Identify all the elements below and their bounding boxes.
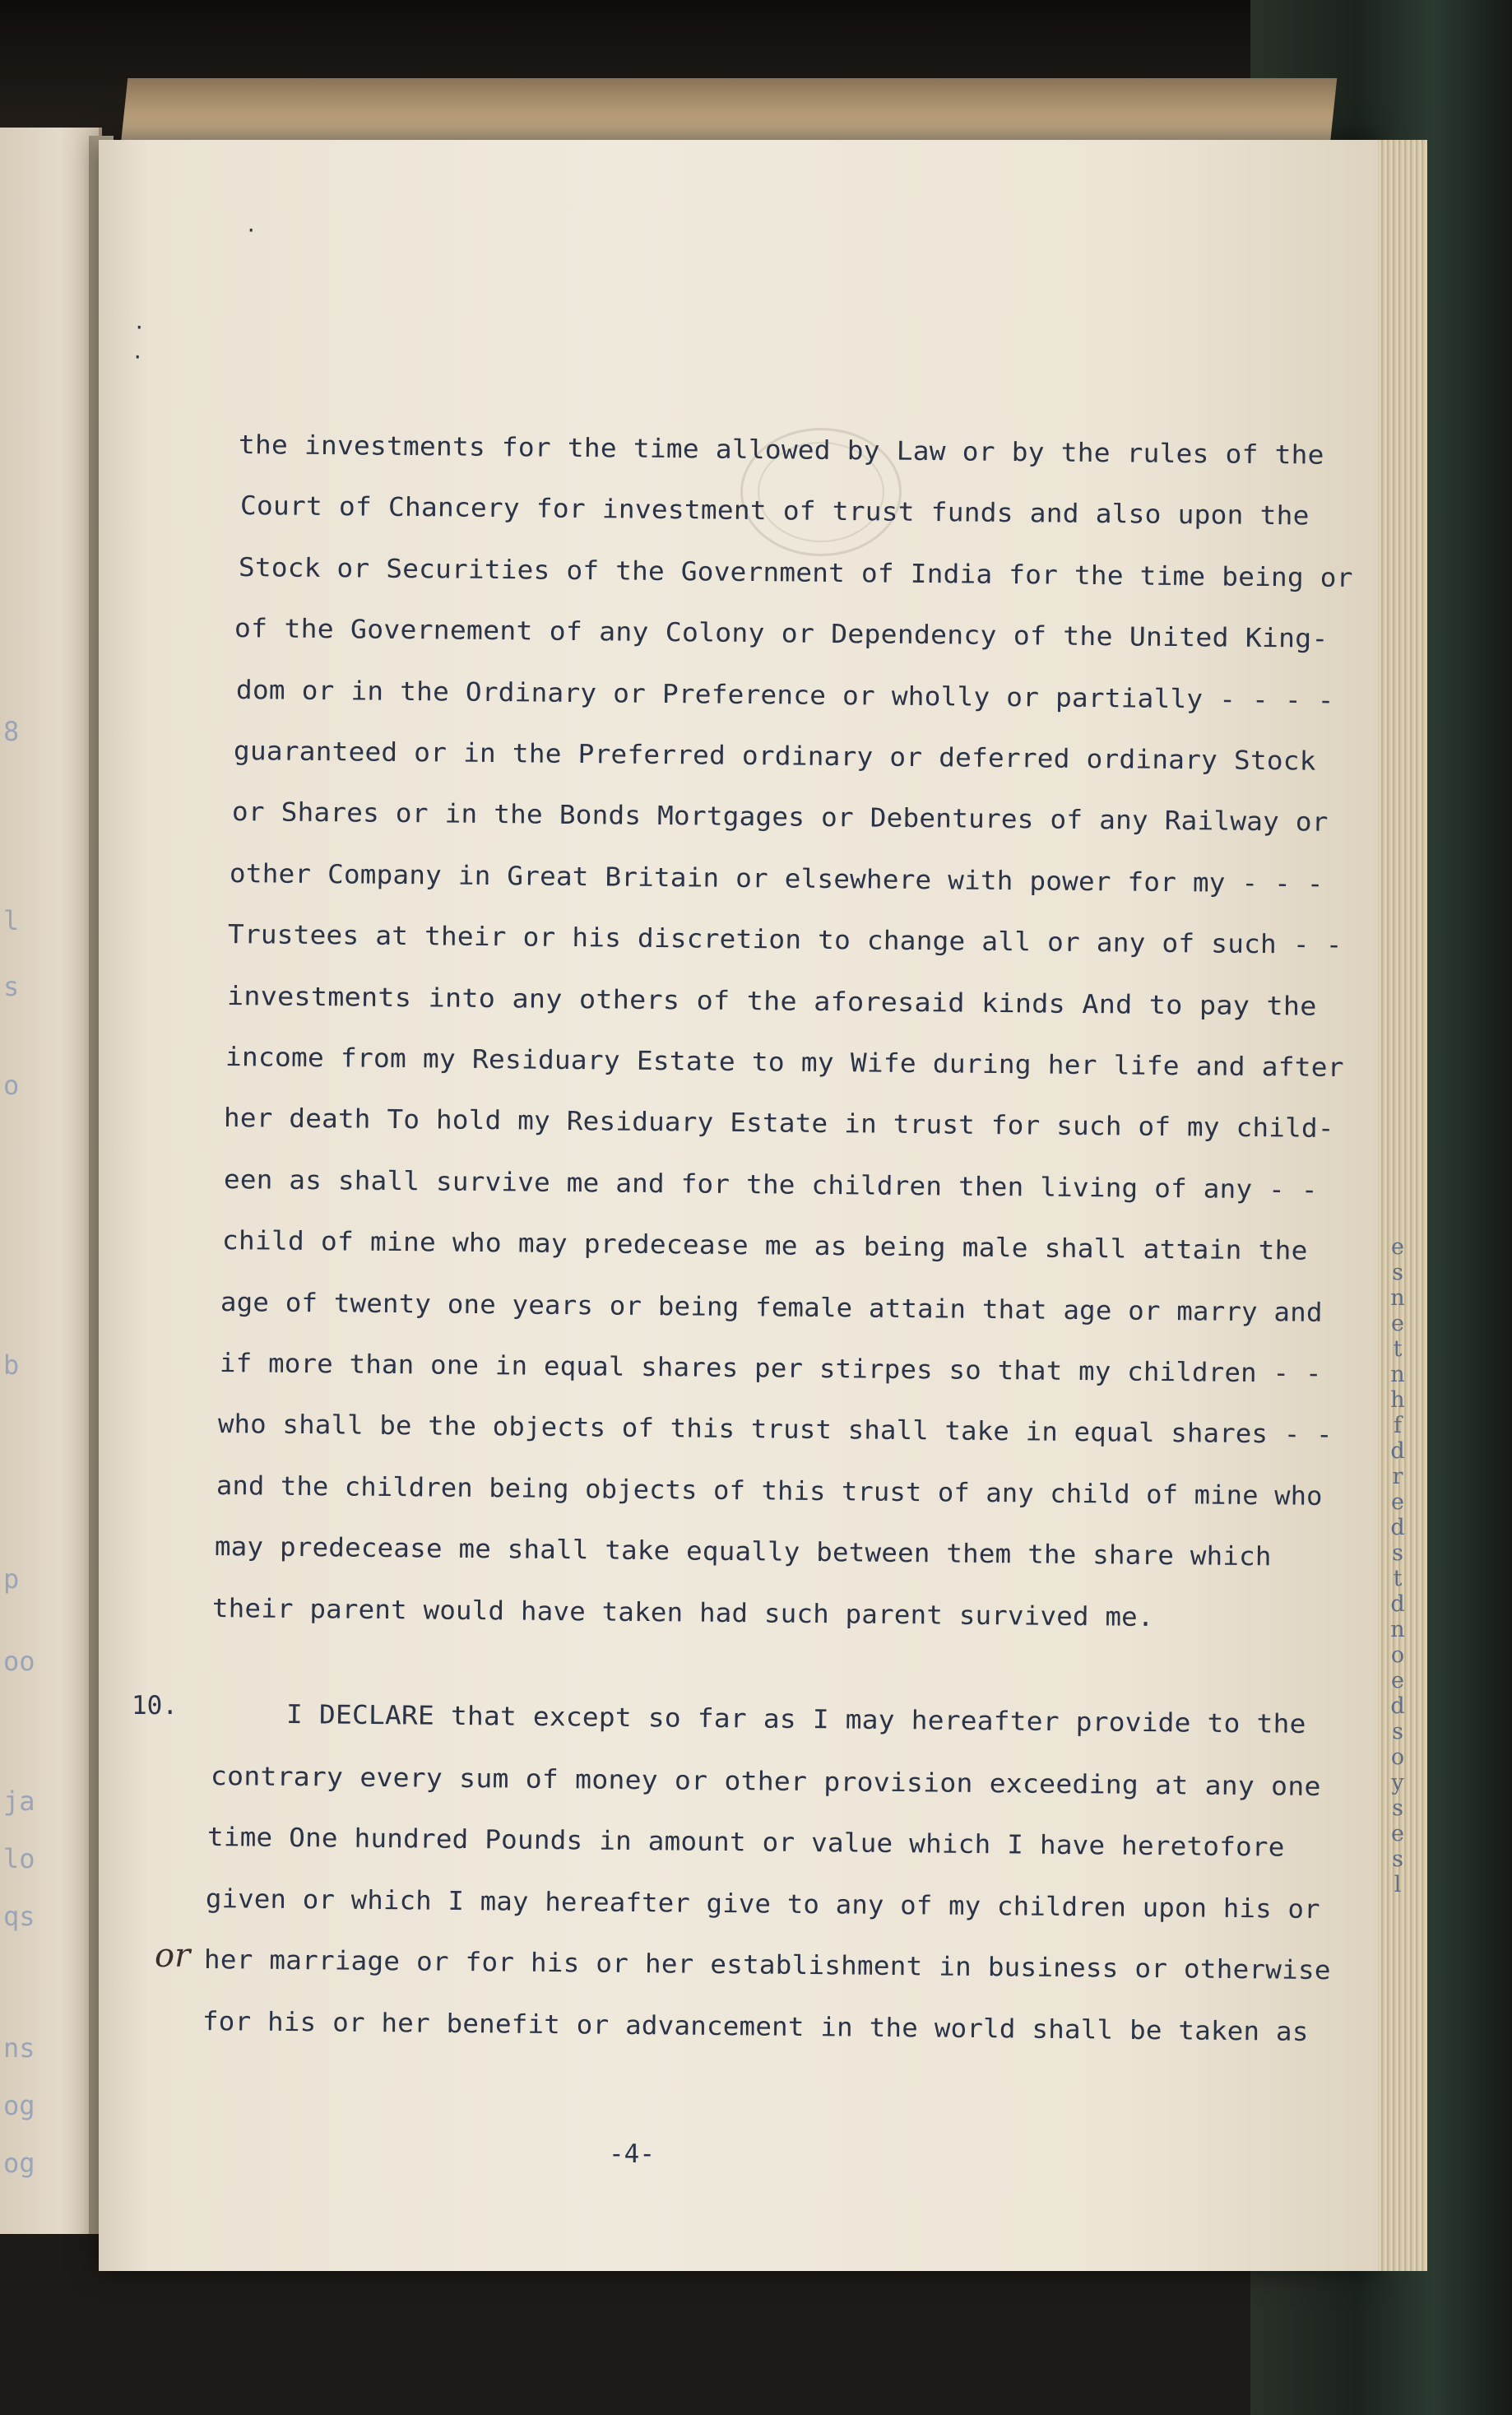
edge-letter: e <box>1391 1234 1404 1260</box>
document-line: her death To hold my Residuary Estate in trust for such of my child- <box>223 1103 1334 1145</box>
edge-letter: s <box>1392 1719 1403 1744</box>
document-line: age of twenty one years or being female attain that age or marry and <box>220 1287 1323 1328</box>
document-line: Trustees at their or his discretion to change all or any of such - - <box>227 920 1343 961</box>
document-line: investments into any others of the aforesaid kinds And to pay the <box>226 981 1317 1022</box>
pin-mark: · <box>132 346 144 369</box>
edge-letter: d <box>1390 1591 1405 1617</box>
edge-letter: e <box>1391 1311 1404 1336</box>
edge-letter: d <box>1390 1438 1405 1464</box>
edge-letter: t <box>1393 1566 1403 1591</box>
edge-letter: o <box>1390 1744 1405 1770</box>
document-line: their parent would have taken had such parent survived me. <box>211 1593 1154 1632</box>
clause-line: given or which I may hereafter give to any of my children upon his or <box>205 1883 1320 1925</box>
pin-mark: · <box>245 219 257 242</box>
document-line: income from my Residuary Estate to my Wife during her life and after <box>225 1043 1344 1084</box>
edge-letter: r <box>1392 1464 1403 1489</box>
clause-number: 10. <box>132 1691 178 1721</box>
edge-letter: d <box>1390 1693 1405 1719</box>
document-line: guaranteed or in the Preferred ordinary or deferred ordinary Stock <box>233 736 1316 777</box>
document-line: of the Governement of any Colony or Dependency of the United King- <box>234 614 1329 654</box>
edge-letter: f <box>1394 1413 1402 1438</box>
edge-letter: e <box>1391 1489 1404 1515</box>
edge-letters <box>1385 1234 1410 2139</box>
clause-line: contrary every sum of money or other provision exceeding at any one <box>210 1761 1321 1802</box>
document-line: other Company in Great Britain or elsewhere with power for my - - - <box>229 858 1324 899</box>
edge-letter: t <box>1393 1336 1403 1362</box>
page-number: -4- <box>609 2139 655 2169</box>
edge-letter: e <box>1391 1821 1404 1846</box>
edge-letter: o <box>1390 1642 1405 1668</box>
clause-line: for his or her benefit or advancement in the world shall be taken as <box>202 2006 1309 2047</box>
document-line: who shall be the objects of this trust shall take in equal shares - - <box>217 1410 1333 1451</box>
document-line: or Shares or in the Bonds Mortgages or Debentures of any Railway or <box>231 797 1329 838</box>
clause-line: I DECLARE that except so far as I may hereafter provide to the <box>285 1700 1306 1739</box>
edge-letter: s <box>1392 1540 1403 1566</box>
clause-line: her marriage or for his or her establishment in business or otherwise <box>203 1945 1331 1986</box>
document-line: dom or in the Ordinary or Preference or wholly or partially - - - - <box>235 675 1334 716</box>
edge-letter: y <box>1391 1770 1404 1795</box>
handwritten-annotation: or <box>155 1937 191 1975</box>
document-line: child of mine who may predecease me as being male shall attain the <box>221 1226 1308 1266</box>
edge-letter: n <box>1390 1362 1405 1387</box>
edge-letter: e <box>1391 1668 1404 1693</box>
edge-letter: h <box>1390 1387 1405 1413</box>
document-line: Court of Chancery for investment of trust funds and also upon the <box>239 491 1310 532</box>
document-line: Stock or Securities of the Government of India for the time being or <box>238 552 1353 593</box>
clause-line: time One hundred Pounds in amount or value which I have heretofore <box>206 1823 1285 1863</box>
edge-letter: s <box>1392 1795 1403 1821</box>
document-line: and the children being objects of this trust of any child of mine who <box>216 1470 1323 1512</box>
edge-letter: n <box>1390 1285 1405 1311</box>
document-line: may predecease me shall take equally between them the share which <box>214 1532 1272 1572</box>
edge-letter: l <box>1394 1872 1402 1897</box>
edge-letter: s <box>1392 1260 1403 1285</box>
document-line: if more than one in equal shares per stirpes so that my children - - <box>219 1349 1322 1389</box>
left-page-bleedthrough: 8 l s o b p oo ja lo qs ns og og <box>3 716 35 2179</box>
edge-letter: d <box>1390 1515 1405 1540</box>
edge-letter: n <box>1390 1617 1405 1642</box>
document-line: the investments for the time allowed by Law or by the rules of the <box>238 430 1324 471</box>
document-line: een as shall survive me and for the children then living of any - - <box>223 1164 1318 1205</box>
edge-letter: s <box>1392 1846 1403 1872</box>
pin-mark: · <box>133 316 146 339</box>
